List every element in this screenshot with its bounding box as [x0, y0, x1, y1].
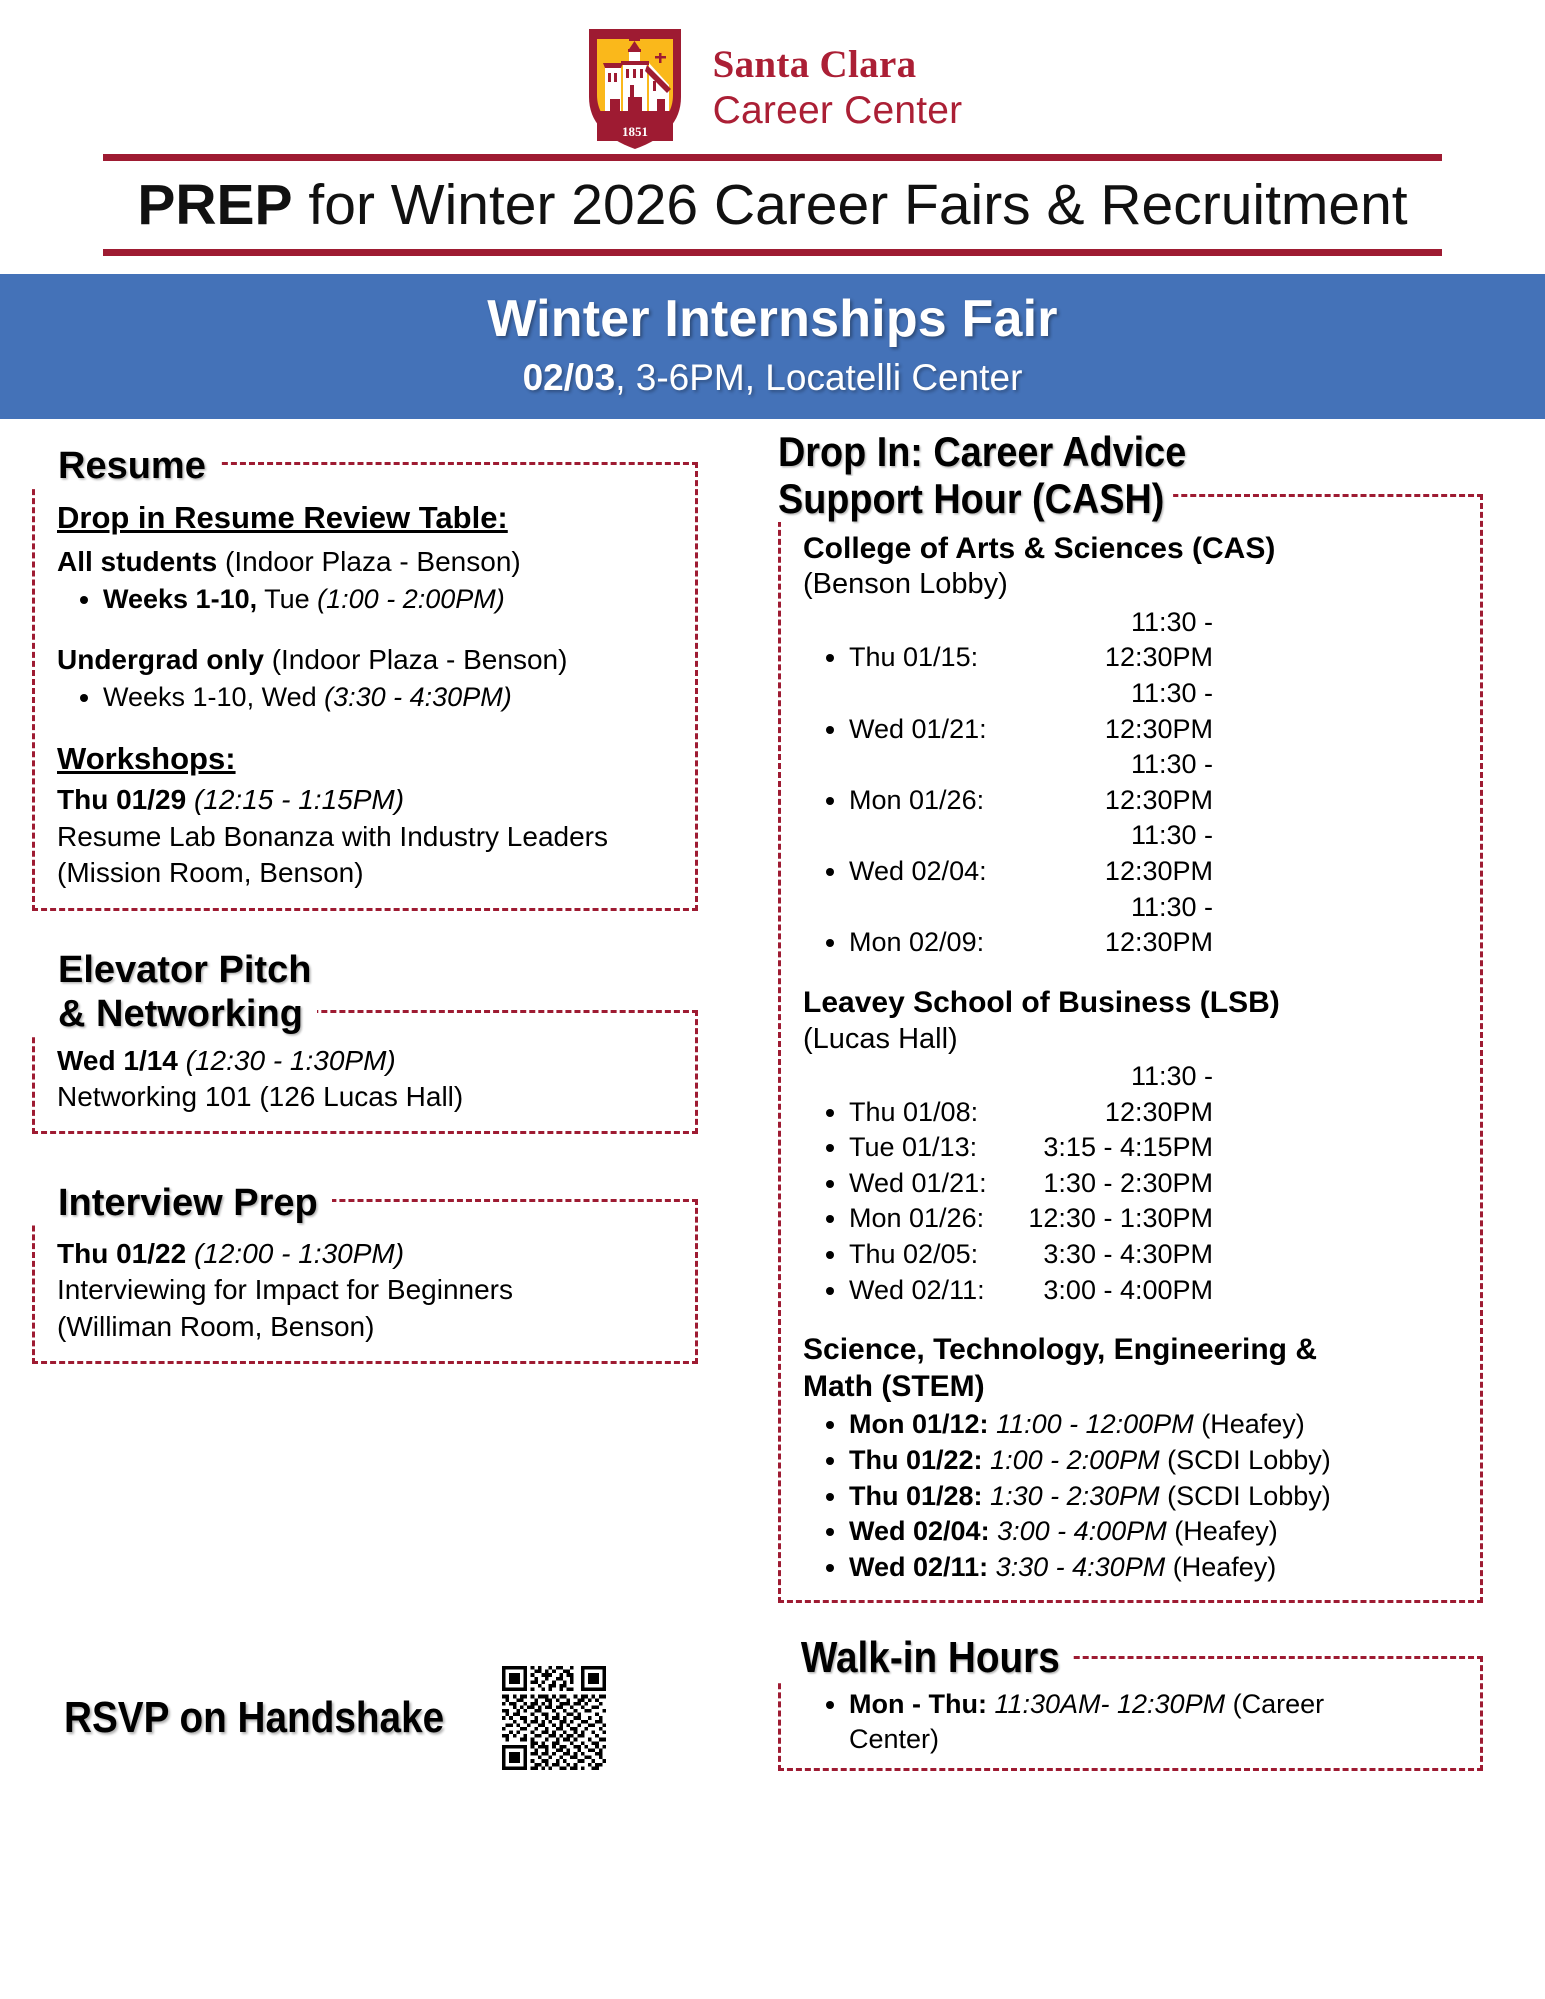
list-item	[849, 818, 1464, 889]
cash-lsb-time-5: 3:00 - 4:00PM	[1043, 1274, 1213, 1305]
resume-b1-time: (1:00 - 2:00PM)	[317, 584, 505, 615]
cash-stem-date-4: Wed 02/11:	[849, 1551, 989, 1582]
list-item	[849, 1550, 1464, 1586]
workshop-desc: Resume Lab Bonanza with Industry Leaders	[57, 820, 608, 852]
interview-time: (12:00 - 1:30PM)	[186, 1238, 405, 1269]
cash-lsb-date-3: Mon 01/26:	[849, 1203, 985, 1234]
cash-cas-time-1: 11:30 - 12:30PM	[1104, 677, 1213, 744]
cash-lsb-date-2: Wed 01/21:	[849, 1167, 987, 1198]
cash-cas-time-0: 11:30 - 12:30PM	[1104, 606, 1213, 673]
list-item	[103, 680, 677, 716]
cash-lsb-date-5: Wed 02/11:	[849, 1274, 985, 1305]
cash-cas-time-2: 11:30 - 12:30PM	[1104, 749, 1213, 815]
resume-undergrad-line	[57, 642, 677, 678]
list-item	[849, 1273, 1464, 1309]
walkin-heading-row	[778, 1633, 1545, 1682]
workshop-location: (Mission Room, Benson)	[57, 857, 364, 889]
cash-stem-time-4: 3:30 - 4:30PM	[995, 1551, 1166, 1582]
walkin-list	[803, 1687, 1462, 1758]
cash-heading-line2: Support Hour (CASH)	[778, 476, 1173, 522]
elevator-desc: Networking 101 (126 Lucas Hall)	[57, 1081, 464, 1113]
resume-b2-weeks: Weeks 1-10, Wed	[103, 682, 325, 713]
cash-lsb-time-4: 3:30 - 4:30PM	[1043, 1239, 1213, 1270]
cash-lsb-time-3: 12:30 - 1:30PM	[1028, 1203, 1213, 1234]
workshop-time: (12:15 - 1:15PM)	[186, 784, 405, 816]
cash-stem-time-1: 1:00 - 2:00PM	[990, 1445, 1160, 1476]
event-banner	[0, 274, 1545, 420]
list-item	[849, 1201, 1464, 1237]
elevator-date: Wed 1/14	[57, 1044, 178, 1076]
resume-undergrad-bullets	[57, 680, 677, 716]
resume-b1-day: Tue	[257, 584, 318, 615]
cash-box	[778, 494, 1483, 1603]
cash-cas-time-3: 11:30 - 12:30PM	[1104, 820, 1213, 887]
qr-code-icon[interactable]	[502, 1666, 606, 1770]
cash-stem-time-0: 11:00 - 12:00PM	[996, 1409, 1194, 1440]
cash-list-cas	[803, 605, 1464, 961]
logo-line-santa-clara: Santa Clara	[712, 42, 917, 86]
walkin-loc-cont: Center)	[849, 1724, 940, 1755]
resume-all-students-line	[57, 544, 677, 580]
walkin-time: 11:30AM- 12:30PM	[986, 1688, 1233, 1719]
resume-all-students-label: All students	[57, 545, 218, 577]
workshop-date-line	[57, 782, 677, 818]
resume-subheading-workshops: Workshops:	[57, 740, 236, 776]
resume-b1-weeks: Weeks 1-10,	[103, 584, 258, 615]
list-item	[849, 1479, 1464, 1515]
cash-group-title-stem-line1: Science, Technology, Engineering &	[803, 1333, 1317, 1367]
interview-date-line	[57, 1236, 677, 1272]
cash-list-lsb	[803, 1059, 1464, 1308]
cash-group-loc-lsb: (Lucas Hall)	[803, 1022, 958, 1055]
cash-group-title-stem-line2: Math (STEM)	[803, 1369, 985, 1403]
event-time-location: , 3-6PM, Locatelli Center	[615, 356, 1023, 398]
cash-stem-time-3: 3:00 - 4:00PM	[997, 1516, 1167, 1547]
list-item	[849, 747, 1464, 818]
content-columns	[0, 419, 1545, 1602]
cash-group-loc-cas: (Benson Lobby)	[803, 568, 1008, 601]
elevator-heading-line2: & Networking	[32, 993, 317, 1036]
section-interview-prep	[32, 1182, 760, 1364]
cash-cas-date-3: Wed 02/04:	[849, 856, 987, 887]
santa-clara-mission-shield-icon	[583, 23, 687, 151]
logo-line-career-center: Career Center	[712, 88, 963, 132]
title-rule-bottom	[103, 249, 1442, 256]
cash-lsb-date-1: Tue 01/13:	[849, 1132, 978, 1163]
page-title-rest: for Winter 2026 Career Fairs & Recruitment	[292, 173, 1408, 237]
svg-text:1851: 1851	[621, 124, 648, 139]
resume-all-students-loc: (Indoor Plaza - Benson)	[217, 545, 521, 577]
cash-cas-date-0: Thu 01/15:	[849, 642, 979, 673]
elevator-heading-line1: Elevator Pitch	[32, 949, 325, 992]
event-date: 02/03	[522, 356, 616, 398]
interview-heading-row	[32, 1182, 760, 1225]
cash-stem-loc-3: (Heafey)	[1174, 1516, 1278, 1547]
brand-logo-row	[0, 0, 1545, 150]
resume-heading-row	[32, 445, 760, 488]
list-item	[849, 676, 1464, 747]
page-title	[0, 161, 1545, 249]
elevator-time: (12:30 - 1:30PM)	[177, 1044, 396, 1076]
cash-stem-date-1: Thu 01/22:	[849, 1445, 983, 1476]
title-rule-top	[103, 154, 1442, 161]
section-walkin-hours	[778, 1633, 1545, 1772]
resume-all-students-bullets	[57, 582, 677, 618]
cash-stem-date-0: Mon 01/12:	[849, 1409, 989, 1440]
cash-stem-date-3: Wed 02/04:	[849, 1516, 990, 1547]
cash-lsb-time-2: 1:30 - 2:30PM	[1043, 1167, 1213, 1198]
elevator-heading-row	[32, 949, 760, 1036]
right-column	[760, 419, 1545, 1602]
walkin-days: Mon - Thu:	[849, 1688, 987, 1719]
interview-heading: Interview Prep	[32, 1182, 332, 1225]
list-item	[849, 1407, 1464, 1443]
list-item	[849, 1166, 1464, 1202]
footer-left	[0, 1617, 760, 1778]
interview-date: Thu 01/22	[57, 1238, 187, 1269]
resume-undergrad-loc: (Indoor Plaza - Benson)	[263, 643, 568, 675]
section-resume	[32, 445, 760, 910]
cash-group-title-cas: College of Arts & Sciences (CAS)	[803, 531, 1276, 565]
cash-stem-loc-2: (SCDI Lobby)	[1167, 1480, 1331, 1511]
rsvp-label: RSVP on Handshake	[64, 1692, 445, 1742]
cash-stem-loc-4: (Heafey)	[1172, 1551, 1277, 1582]
list-item	[849, 890, 1464, 961]
cash-list-stem	[803, 1407, 1464, 1585]
cash-stem-loc-1: (SCDI Lobby)	[1167, 1445, 1331, 1476]
cash-heading-row	[778, 429, 1545, 521]
elevator-date-line	[57, 1043, 677, 1079]
cash-stem-date-2: Thu 01/28:	[849, 1480, 983, 1511]
interview-desc: Interviewing for Impact for Beginners	[57, 1274, 513, 1306]
cash-lsb-date-0: Thu 01/08:	[849, 1096, 979, 1127]
resume-subheading-dropin: Drop in Resume Review Table:	[57, 499, 508, 535]
cash-cas-date-4: Mon 02/09:	[849, 927, 985, 958]
footer-right	[760, 1617, 1545, 1778]
event-banner-details	[0, 357, 1545, 400]
list-item	[849, 1443, 1464, 1479]
section-elevator-pitch	[32, 949, 760, 1135]
footer-row	[0, 1617, 1545, 1778]
cash-stem-loc-0: (Heafey)	[1201, 1409, 1305, 1440]
cash-lsb-date-4: Thu 02/05:	[849, 1239, 979, 1270]
resume-b2-time: (3:30 - 4:30PM)	[324, 682, 512, 713]
section-cash	[778, 429, 1545, 1602]
cash-heading-line1: Drop In: Career Advice	[778, 429, 1195, 475]
resume-undergrad-label: Undergrad only	[57, 643, 264, 675]
workshop-date: Thu 01/29	[57, 784, 187, 816]
interview-location: (Williman Room, Benson)	[57, 1310, 375, 1342]
list-item	[849, 605, 1464, 676]
cash-groups	[803, 531, 1464, 1586]
cash-lsb-time-0: 11:30 - 12:30PM	[1104, 1060, 1213, 1127]
walkin-heading: Walk-in Hours	[778, 1633, 1072, 1682]
cash-cas-date-2: Mon 01/26:	[849, 784, 985, 815]
resume-heading: Resume	[32, 445, 220, 488]
cash-group-title-lsb: Leavey School of Business (LSB)	[803, 985, 1280, 1019]
left-column	[0, 419, 760, 1602]
list-item	[849, 1687, 1462, 1758]
page-title-prep: PREP	[137, 173, 293, 237]
list-item	[849, 1514, 1464, 1550]
resume-box	[32, 462, 698, 911]
cash-lsb-time-1: 3:15 - 4:15PM	[1043, 1132, 1213, 1163]
cash-stem-time-2: 1:30 - 2:30PM	[990, 1480, 1160, 1511]
list-item	[849, 1130, 1464, 1166]
list-item	[103, 582, 677, 618]
cash-cas-date-1: Wed 01/21:	[849, 713, 987, 744]
walkin-loc: (Career	[1232, 1688, 1325, 1719]
list-item	[849, 1237, 1464, 1273]
event-banner-title: Winter Internships Fair	[487, 289, 1058, 348]
cash-cas-time-4: 11:30 - 12:30PM	[1104, 891, 1213, 958]
list-item	[849, 1059, 1464, 1130]
